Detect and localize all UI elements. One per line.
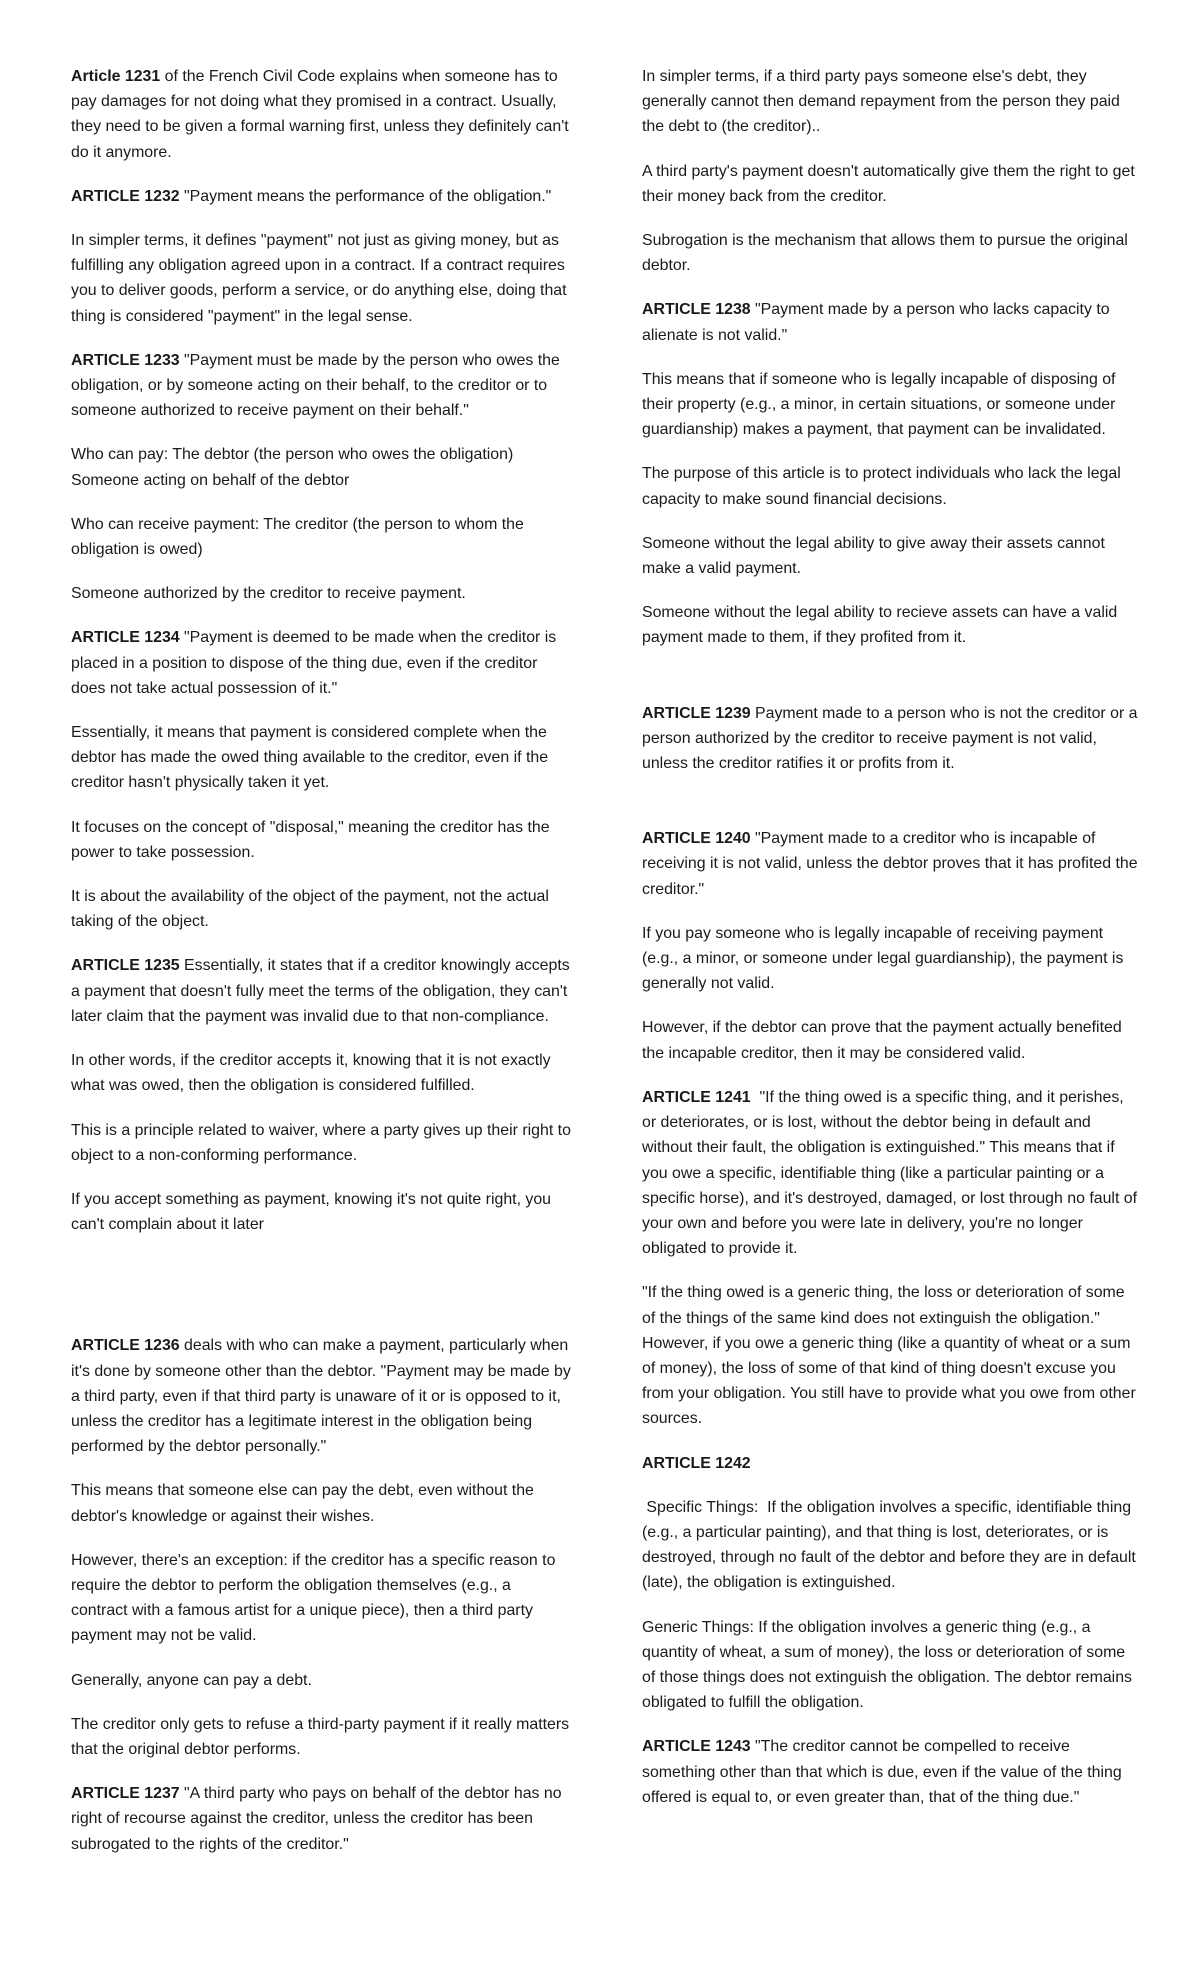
paragraph: If you pay someone who is legally incapable of receiving payment (e.g., a minor, or someone under legal guardianship), the payment is generally not valid. [642, 924, 1128, 993]
paragraph: Essentially, it means that payment is considered complete when the debtor has made the owed thing available to the creditor, even if the creditor hasn't physically taken it yet. [71, 724, 553, 792]
paragraph: Generic Things: If the obligation involves a generic thing (e.g., a quantity of wheat, a sum of money), the loss or deterioration of some of those things does not extinguish the obligation. The debtor remains obligated to fulfill the obligation. [642, 1618, 1137, 1712]
paragraph: The creditor only gets to refuse a third-party payment if it really matters that the original debtor performs. [71, 1715, 574, 1758]
paragraph-article-1238: ARTICLE 1238 "Payment made by a person who lacks capacity to alienate is not valid." [642, 301, 1114, 344]
paragraph: If you accept something as payment, knowing it's not quite right, you can't complain about it later [71, 1190, 556, 1234]
paragraph: It is about the availability of the object of the payment, not the actual taking of the object. [71, 888, 554, 931]
paragraph: However, there's an exception: if the creditor has a specific reason to require the debtor to perform the obligation themselves (e.g., a contract with a famous artist for a unique piece), then a third party payment may not be valid. [71, 1551, 560, 1645]
paragraph: It focuses on the concept of "disposal," meaning the creditor has the power to take possession. [71, 818, 554, 861]
paragraph: Someone without the legal ability to recieve assets can have a valid payment made to them, if they profited from it. [642, 604, 1122, 647]
paragraph: Specific Things: If the obligation involves a specific, identifiable thing (e.g., a particular painting), and that thing is lost, deteriorates, or is destroyed, through no fault of the debtor and before they are in default (late), the obligation is extinguished. [642, 1498, 1141, 1592]
paragraph-article-1242: ARTICLE 1242 [642, 1454, 751, 1472]
paragraph: Who can receive payment: The creditor (the person to whom the obligation is owed) [71, 515, 529, 559]
paragraph-article-1234: ARTICLE 1234 "Payment is deemed to be made when the creditor is placed in a position to dispose of the thing due, even if the creditor does not take actual possession of it." [71, 629, 561, 697]
paragraph: This is a principle related to waiver, where a party gives up their right to object to a non-conforming performance. [71, 1121, 576, 1164]
paragraph-article-1237: ARTICLE 1237 "A third party who pays on behalf of the debtor has no right of recourse against the creditor, unless the creditor has been subrogated to the rights of the creditor." [71, 1785, 567, 1853]
paragraph-article-1231: Article 1231 of the French Civil Code explains when someone has to pay damages for not doing what they promised in a contract. Usually, they need to be given a formal warning first, unless they definitely can't do it anymore. [71, 68, 574, 161]
paragraph-article-1239: ARTICLE 1239 Payment made to a person who is not the creditor or a person authorized by the creditor to receive payment is not valid, unless the creditor ratifies it or profits from it. [642, 704, 1142, 773]
paragraph: In other words, if the creditor accepts it, knowing that it is not exactly what was owed, then the obligation is considered fulfilled. [71, 1052, 556, 1095]
paragraph: In simpler terms, it defines "payment" not just as giving money, but as fulfilling any obligation agreed upon in a contract. If a contract requires you to deliver goods, perform a service, or do anything else, doing that thing is considered "payment" in the legal sense. [71, 232, 571, 325]
paragraph: In simpler terms, if a third party pays someone else's debt, they generally cannot then demand repayment from the person they paid the debt to (the creditor).. [642, 68, 1125, 136]
paragraph-article-1235: ARTICLE 1235 Essentially, it states that if a creditor knowingly accepts a payment that doesn't fully meet the terms of the obligation, they can't later claim that the payment was invalid due to that non-compliance. [71, 957, 575, 1025]
paragraph: A third party's payment doesn't automatically give them the right to get their money back from the creditor. [642, 162, 1140, 205]
paragraph-article-1236: ARTICLE 1236 deals with who can make a payment, particularly when it's done by someone other than the debtor. "Payment may be made by a third party, even if that third party is unaware of it or is opposed to it, unless the creditor has a legitimate interest in the obligation being performed by the debtor personally." [71, 1337, 576, 1456]
paragraph: However, if the debtor can prove that the payment actually benefited the incapable creditor, then it may be considered valid. [642, 1019, 1127, 1062]
paragraph-article-1243: ARTICLE 1243 "The creditor cannot be compelled to receive something other than that which is due, even if the value of the thing offered is equal to, or even greater than, that of the thing due." [642, 1738, 1127, 1806]
paragraph: "If the thing owed is a generic thing, the loss or deterioration of some of the things of the same kind does not extinguish the obligation." However, if you owe a generic thing (like a quantity of wheat or a sum of money), the loss of some of that kind of thing doesn't excuse you from your obligation. You still have to provide what you owe from other sources. [642, 1284, 1141, 1428]
paragraph: Who can pay: The debtor (the person who owes the obligation) Someone acting on behalf of the debtor [71, 446, 518, 489]
right-column [642, 64, 1142, 1829]
paragraph: Subrogation is the mechanism that allows them to pursue the original debtor. [642, 232, 1133, 275]
paragraph: Someone authorized by the creditor to receive payment. [71, 585, 466, 603]
paragraph-article-1232: ARTICLE 1232 "Payment means the performance of the obligation." [71, 187, 552, 205]
paragraph-article-1241: ARTICLE 1241 "If the thing owed is a specific thing, and it perishes, or deteriorates, or is lost, without the debtor being in default and without their fault, the obligation is extinguished." This means that if you owe a specific, identifiable thing (like a particular painting or a specific horse), and it's destroyed, damaged, or lost through no fault of your own and before you were late in delivery, you're no longer obligated to provide it. [642, 1088, 1142, 1258]
paragraph: This means that someone else can pay the debt, even without the debtor's knowledge or against their wishes. [71, 1482, 539, 1525]
paragraph-article-1240: ARTICLE 1240 "Payment made to a creditor who is incapable of receiving it is not valid, unless the debtor proves that it has profited the creditor." [642, 830, 1142, 898]
paragraph: This means that if someone who is legally incapable of disposing of their property (e.g., a minor, in certain situations, or someone under guardianship) makes a payment, that payment can be invalidated. [642, 370, 1120, 439]
paragraph: Generally, anyone can pay a debt. [71, 1671, 312, 1689]
paragraph: Someone without the legal ability to give away their assets cannot make a valid payment. [642, 534, 1110, 578]
paragraph-article-1233: ARTICLE 1233 "Payment must be made by the person who owes the obligation, or by someone acting on their behalf, to the creditor or to someone authorized to receive payment on their behalf." [71, 351, 565, 420]
paragraph: The purpose of this article is to protect individuals who lack the legal capacity to make sound financial decisions. [642, 465, 1126, 508]
left-column [71, 64, 576, 1876]
